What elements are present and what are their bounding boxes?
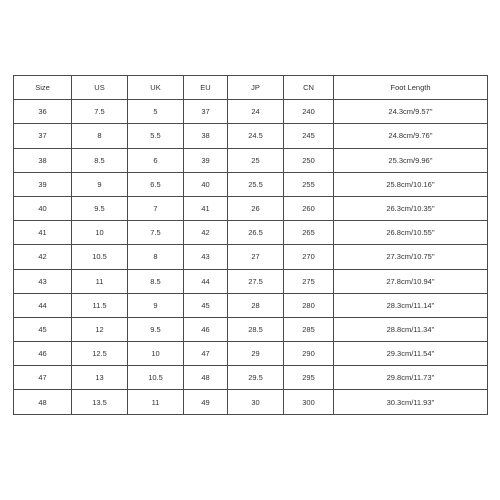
- cell-size: 42: [14, 245, 72, 269]
- cell-us: 11.5: [72, 293, 128, 317]
- cell-uk: 10: [128, 342, 184, 366]
- cell-us: 10.5: [72, 245, 128, 269]
- table-row: [14, 366, 488, 390]
- cell-us: 11: [72, 269, 128, 293]
- cell-eu: 49: [184, 390, 228, 414]
- cell-cn: 295: [284, 366, 334, 390]
- header-jp: JP: [228, 76, 284, 100]
- header-foot-length: Foot Length: [334, 76, 488, 100]
- cell-jp: 28: [228, 293, 284, 317]
- cell-foot-length: 25.3cm/9.96'': [334, 148, 488, 172]
- cell-size: 48: [14, 390, 72, 414]
- cell-eu: 45: [184, 293, 228, 317]
- header-row: [14, 76, 488, 100]
- cell-uk: 7: [128, 196, 184, 220]
- cell-eu: 37: [184, 100, 228, 124]
- cell-us: 12: [72, 317, 128, 341]
- cell-size: 36: [14, 100, 72, 124]
- header-cn: CN: [284, 76, 334, 100]
- cell-uk: 5.5: [128, 124, 184, 148]
- cell-us: 10: [72, 221, 128, 245]
- cell-jp: 25.5: [228, 172, 284, 196]
- cell-cn: 270: [284, 245, 334, 269]
- cell-us: 7.5: [72, 100, 128, 124]
- table-row: [14, 293, 488, 317]
- cell-cn: 250: [284, 148, 334, 172]
- cell-foot-length: 28.8cm/11.34'': [334, 317, 488, 341]
- cell-jp: 30: [228, 390, 284, 414]
- cell-size: 46: [14, 342, 72, 366]
- cell-foot-length: 24.8cm/9.76'': [334, 124, 488, 148]
- cell-cn: 265: [284, 221, 334, 245]
- cell-cn: 255: [284, 172, 334, 196]
- table-row: [14, 172, 488, 196]
- header-uk: UK: [128, 76, 184, 100]
- cell-us: 8: [72, 124, 128, 148]
- cell-us: 9.5: [72, 196, 128, 220]
- cell-uk: 8.5: [128, 269, 184, 293]
- cell-foot-length: 28.3cm/11.14'': [334, 293, 488, 317]
- cell-foot-length: 25.8cm/10.16'': [334, 172, 488, 196]
- cell-jp: 28.5: [228, 317, 284, 341]
- cell-size: 39: [14, 172, 72, 196]
- table-row: [14, 196, 488, 220]
- header-eu: EU: [184, 76, 228, 100]
- cell-cn: 300: [284, 390, 334, 414]
- cell-eu: 43: [184, 245, 228, 269]
- cell-jp: 27: [228, 245, 284, 269]
- cell-eu: 40: [184, 172, 228, 196]
- table-row: [14, 148, 488, 172]
- table-row: [14, 342, 488, 366]
- table-row: [14, 100, 488, 124]
- header-us: US: [72, 76, 128, 100]
- cell-uk: 6.5: [128, 172, 184, 196]
- table-row: [14, 221, 488, 245]
- cell-cn: 280: [284, 293, 334, 317]
- cell-size: 41: [14, 221, 72, 245]
- table-row: [14, 124, 488, 148]
- cell-size: 45: [14, 317, 72, 341]
- cell-uk: 5: [128, 100, 184, 124]
- cell-us: 13.5: [72, 390, 128, 414]
- cell-jp: 24.5: [228, 124, 284, 148]
- cell-eu: 41: [184, 196, 228, 220]
- cell-uk: 10.5: [128, 366, 184, 390]
- size-chart-table: [13, 75, 488, 415]
- cell-size: 37: [14, 124, 72, 148]
- cell-size: 40: [14, 196, 72, 220]
- cell-cn: 260: [284, 196, 334, 220]
- cell-foot-length: 24.3cm/9.57'': [334, 100, 488, 124]
- cell-eu: 44: [184, 269, 228, 293]
- cell-cn: 285: [284, 317, 334, 341]
- table-row: [14, 245, 488, 269]
- cell-jp: 26.5: [228, 221, 284, 245]
- cell-cn: 275: [284, 269, 334, 293]
- cell-cn: 240: [284, 100, 334, 124]
- cell-eu: 38: [184, 124, 228, 148]
- cell-foot-length: 26.3cm/10.35'': [334, 196, 488, 220]
- cell-jp: 26: [228, 196, 284, 220]
- cell-jp: 25: [228, 148, 284, 172]
- cell-jp: 27.5: [228, 269, 284, 293]
- cell-us: 12.5: [72, 342, 128, 366]
- cell-uk: 8: [128, 245, 184, 269]
- cell-foot-length: 29.3cm/11.54'': [334, 342, 488, 366]
- table-row: [14, 390, 488, 414]
- size-chart-body: [14, 100, 488, 414]
- cell-cn: 245: [284, 124, 334, 148]
- cell-uk: 9: [128, 293, 184, 317]
- cell-eu: 39: [184, 148, 228, 172]
- cell-eu: 42: [184, 221, 228, 245]
- header-size: Size: [14, 76, 72, 100]
- cell-size: 43: [14, 269, 72, 293]
- cell-uk: 7.5: [128, 221, 184, 245]
- cell-cn: 290: [284, 342, 334, 366]
- cell-size: 38: [14, 148, 72, 172]
- cell-uk: 9.5: [128, 317, 184, 341]
- cell-foot-length: 27.8cm/10.94'': [334, 269, 488, 293]
- cell-us: 13: [72, 366, 128, 390]
- cell-uk: 11: [128, 390, 184, 414]
- cell-us: 8.5: [72, 148, 128, 172]
- cell-size: 47: [14, 366, 72, 390]
- cell-foot-length: 30.3cm/11.93'': [334, 390, 488, 414]
- cell-jp: 24: [228, 100, 284, 124]
- cell-us: 9: [72, 172, 128, 196]
- table-row: [14, 317, 488, 341]
- cell-jp: 29.5: [228, 366, 284, 390]
- cell-eu: 48: [184, 366, 228, 390]
- cell-jp: 29: [228, 342, 284, 366]
- cell-foot-length: 29.8cm/11.73'': [334, 366, 488, 390]
- cell-foot-length: 26.8cm/10.55'': [334, 221, 488, 245]
- cell-size: 44: [14, 293, 72, 317]
- cell-eu: 47: [184, 342, 228, 366]
- cell-eu: 46: [184, 317, 228, 341]
- cell-uk: 6: [128, 148, 184, 172]
- cell-foot-length: 27.3cm/10.75'': [334, 245, 488, 269]
- table-row: [14, 269, 488, 293]
